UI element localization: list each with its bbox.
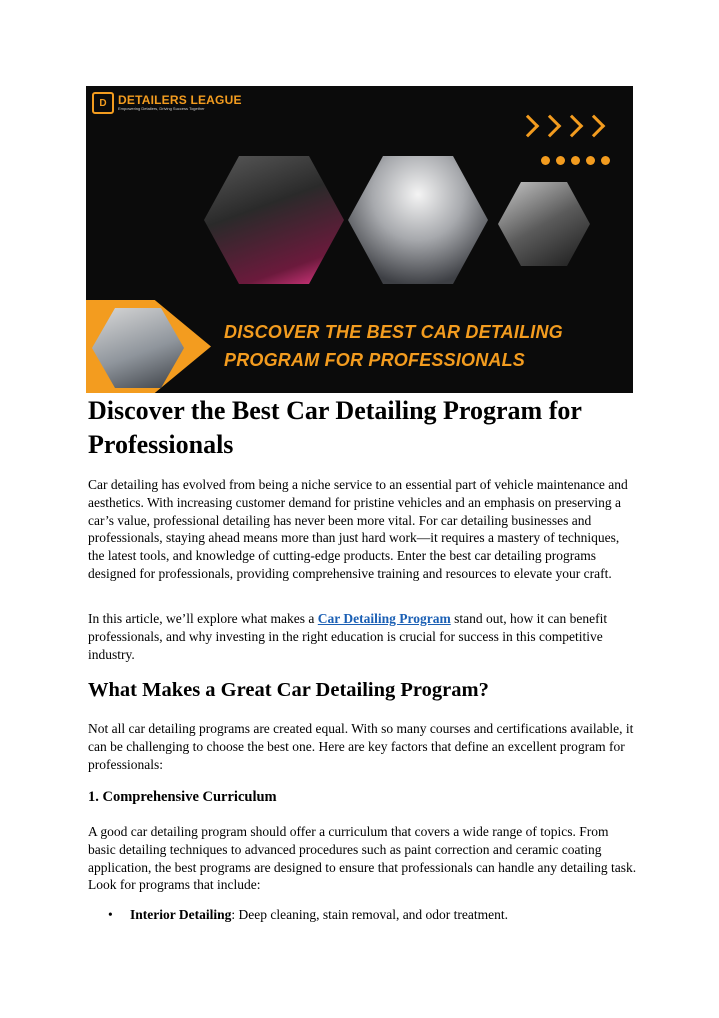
overview-text-after: stand out, how it can benefit professionals, and why investing in the right education is crucial for success in this competitive industry. — [88, 611, 608, 662]
curriculum-paragraph: A good car detailing program should offer a curriculum that covers a wide range of topics. From basic detailing techniques to advanced procedures such as paint correction and ceramic coating application, the best programs are designed to ensure that professionals can handle any detailing task. Look for programs that include: — [88, 824, 637, 893]
bullet-marker: • — [108, 907, 113, 922]
intro-paragraph: Car detailing has evolved from being a niche service to an essential part of vehicle maintenance and aesthetics. With increasing customer demand for pristine vehicles and an emphasis on preserving a car’s value, professional detailing has never been more vital. For car detailing businesses and professionals, staying ahead means more than just hard work—it requires a mastery of techniques, the latest tools, and knowledge of cutting-edge products. Enter the best car detailing programs designed for professionals, providing comprehensive training and resources to elevate your craft. — [88, 477, 628, 581]
logo-name: DETAILERS LEAGUE — [118, 93, 242, 107]
bullet-text: : Deep cleaning, stain removal, and odor treatment. — [231, 907, 509, 922]
car-detailing-program-link[interactable]: Car Detailing Program — [317, 611, 451, 626]
section-heading: What Makes a Great Car Detailing Program? — [88, 679, 489, 701]
bullet-term: Interior Detailing — [130, 907, 232, 922]
dots-icon — [541, 156, 610, 165]
chevrons-icon — [520, 118, 606, 134]
logo-tagline: Empowering Detailers, Driving Success Together — [118, 106, 205, 111]
overview-text-before: In this article, we’ll explore what makes a — [88, 611, 318, 626]
article-overview-paragraph — [88, 610, 638, 663]
curriculum-subheading: 1. Comprehensive Curriculum — [88, 789, 277, 805]
logo-mark-icon: D — [92, 92, 114, 114]
brand-logo — [92, 92, 242, 114]
hex-photo-workshop — [498, 182, 590, 266]
banner-headline-line1: DISCOVER THE BEST CAR DETAILING — [224, 322, 563, 342]
section-intro-paragraph: Not all car detailing programs are created equal. With so many courses and certifications available, it can be challenging to choose the best one. Here are key factors that define an excellent program for professionals: — [88, 721, 634, 772]
banner-headline — [224, 318, 563, 374]
hex-photo-instructor — [204, 156, 344, 284]
banner-headline-line2: PROGRAM FOR PROFESSIONALS — [224, 350, 526, 370]
hex-photo-studio — [348, 156, 488, 284]
article-title: Discover the Best Car Detailing Program for Professionals — [88, 396, 582, 459]
list-item — [108, 906, 508, 924]
hero-banner — [86, 86, 633, 393]
